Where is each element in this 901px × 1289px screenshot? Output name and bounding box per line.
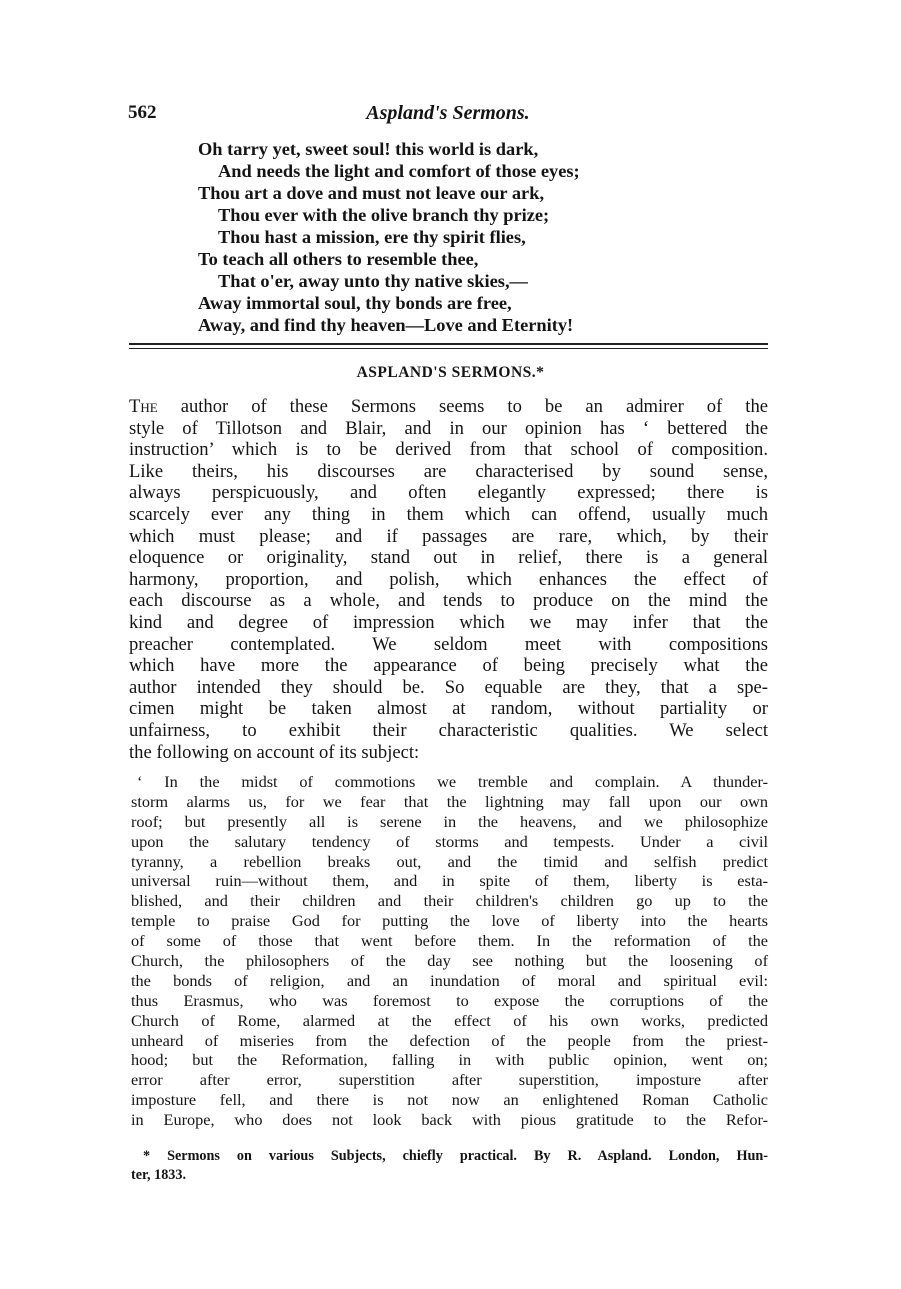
prose-line: cimen might be taken almost at random, without partiality or [129,698,768,720]
poem-line: Away immortal soul, thy bonds are free, [198,293,512,313]
running-title: Aspland's Sermons. [366,102,530,124]
block-quotation [131,772,768,1130]
footnote-line: ter, 1833. [131,1167,187,1183]
prose-line: unfairness, to exhibit their characteristic qualities. We select [129,719,768,741]
quote-line: temple to praise God for putting the love of liberty into the hearts [131,911,768,931]
drop-word: The [129,396,158,417]
section-divider [129,343,768,345]
poem-line: That o'er, away unto thy native skies,— [218,271,528,291]
quote-line: roof; but presently all is serene in the heavens, and we philosophize [131,811,768,831]
prose-line: author intended they should be. So equable are they, that a spe- [129,676,768,698]
quote-line: unheard of miseries from the defection of the people from the priest- [131,1030,768,1050]
prose-line: eloquence or originality, stand out in relief, there is a general [129,547,768,569]
quote-line: imposture fell, and there is not now an enlightened Roman Catholic [131,1090,768,1110]
poem-line: Thou art a dove and must not leave our ark, [198,183,545,203]
section-heading: ASPLAND'S SERMONS.* [356,364,545,381]
quote-line: Church, the philosophers of the day see nothing but the loosening of [131,951,768,971]
page-number: 562 [128,102,157,123]
prose-line: which have more the appearance of being precisely what the [129,655,768,677]
quote-line: Church of Rome, alarmed at the effect of his own works, predicted [131,1010,768,1030]
quote-line: error after error, superstition after superstition, imposture after [131,1070,768,1090]
poem-line: Oh tarry yet, sweet soul! this world is dark, [198,139,539,159]
footnote [131,1147,768,1185]
prose-line: the following on account of its subject: [129,741,420,763]
quote-line: universal ruin—without them, and in spite of them, liberty is esta- [131,871,768,891]
poem-line: Thou hast a mission, ere thy spirit flies, [218,227,526,247]
prose-line: which must please; and if passages are rare, which, by their [129,525,768,547]
footnote-line: * Sermons on various Subjects, chiefly practical. By R. Aspland. London, Hun- [143,1148,768,1164]
quote-line: tyranny, a rebellion breaks out, and the timid and selfish predict [131,851,768,871]
prose-line: each discourse as a whole, and tends to produce on the mind the [129,590,768,612]
prose-line: kind and degree of impression which we may infer that the [129,611,768,633]
prose-line: preacher contemplated. We seldom meet with compositions [129,633,768,655]
poem-line: And needs the light and comfort of those eyes; [218,161,580,181]
quote-line: hood; but the Reformation, falling in with public opinion, went on; [131,1050,768,1070]
poem-line: To teach all others to resemble thee, [198,249,479,269]
prose-line: style of Tillotson and Blair, and in our opinion has ‘ bettered the [129,417,768,439]
poem [198,138,718,336]
article-body [129,396,768,763]
quote-line: in Europe, who does not look back with pious gratitude to the Refor- [131,1110,768,1130]
section-divider-thin [129,348,768,349]
quote-line: storm alarms us, for we fear that the lightning may fall upon our own [131,791,768,811]
quote-line: upon the salutary tendency of storms and tempests. Under a civil [131,831,768,851]
quote-line: the bonds of religion, and an inundation of moral and spiritual evil: [131,970,768,990]
running-header [128,102,768,130]
prose-line: The author of these Sermons seems to be an admirer of the [129,396,768,417]
prose-line: Like theirs, his discourses are characterised by sound sense, [129,460,768,482]
quote-line: ‘ In the midst of commotions we tremble and complain. A thunder- [137,772,768,791]
quote-line: of some of those that went before them. In the reformation of the [131,931,768,951]
poem-line: Thou ever with the olive branch thy prize; [218,205,550,225]
prose-line: scarcely ever any thing in them which can offend, usually much [129,503,768,525]
prose-line: harmony, proportion, and polish, which enhances the effect of [129,568,768,590]
prose-line: instruction’ which is to be derived from that school of composition. [129,439,768,461]
quote-line: blished, and their children and their children's children go up to the [131,891,768,911]
prose-line: always perspicuously, and often elegantly expressed; there is [129,482,768,504]
poem-line: Away, and find thy heaven—Love and Eternity! [198,315,574,335]
quote-line: thus Erasmus, who was foremost to expose the corruptions of the [131,990,768,1010]
